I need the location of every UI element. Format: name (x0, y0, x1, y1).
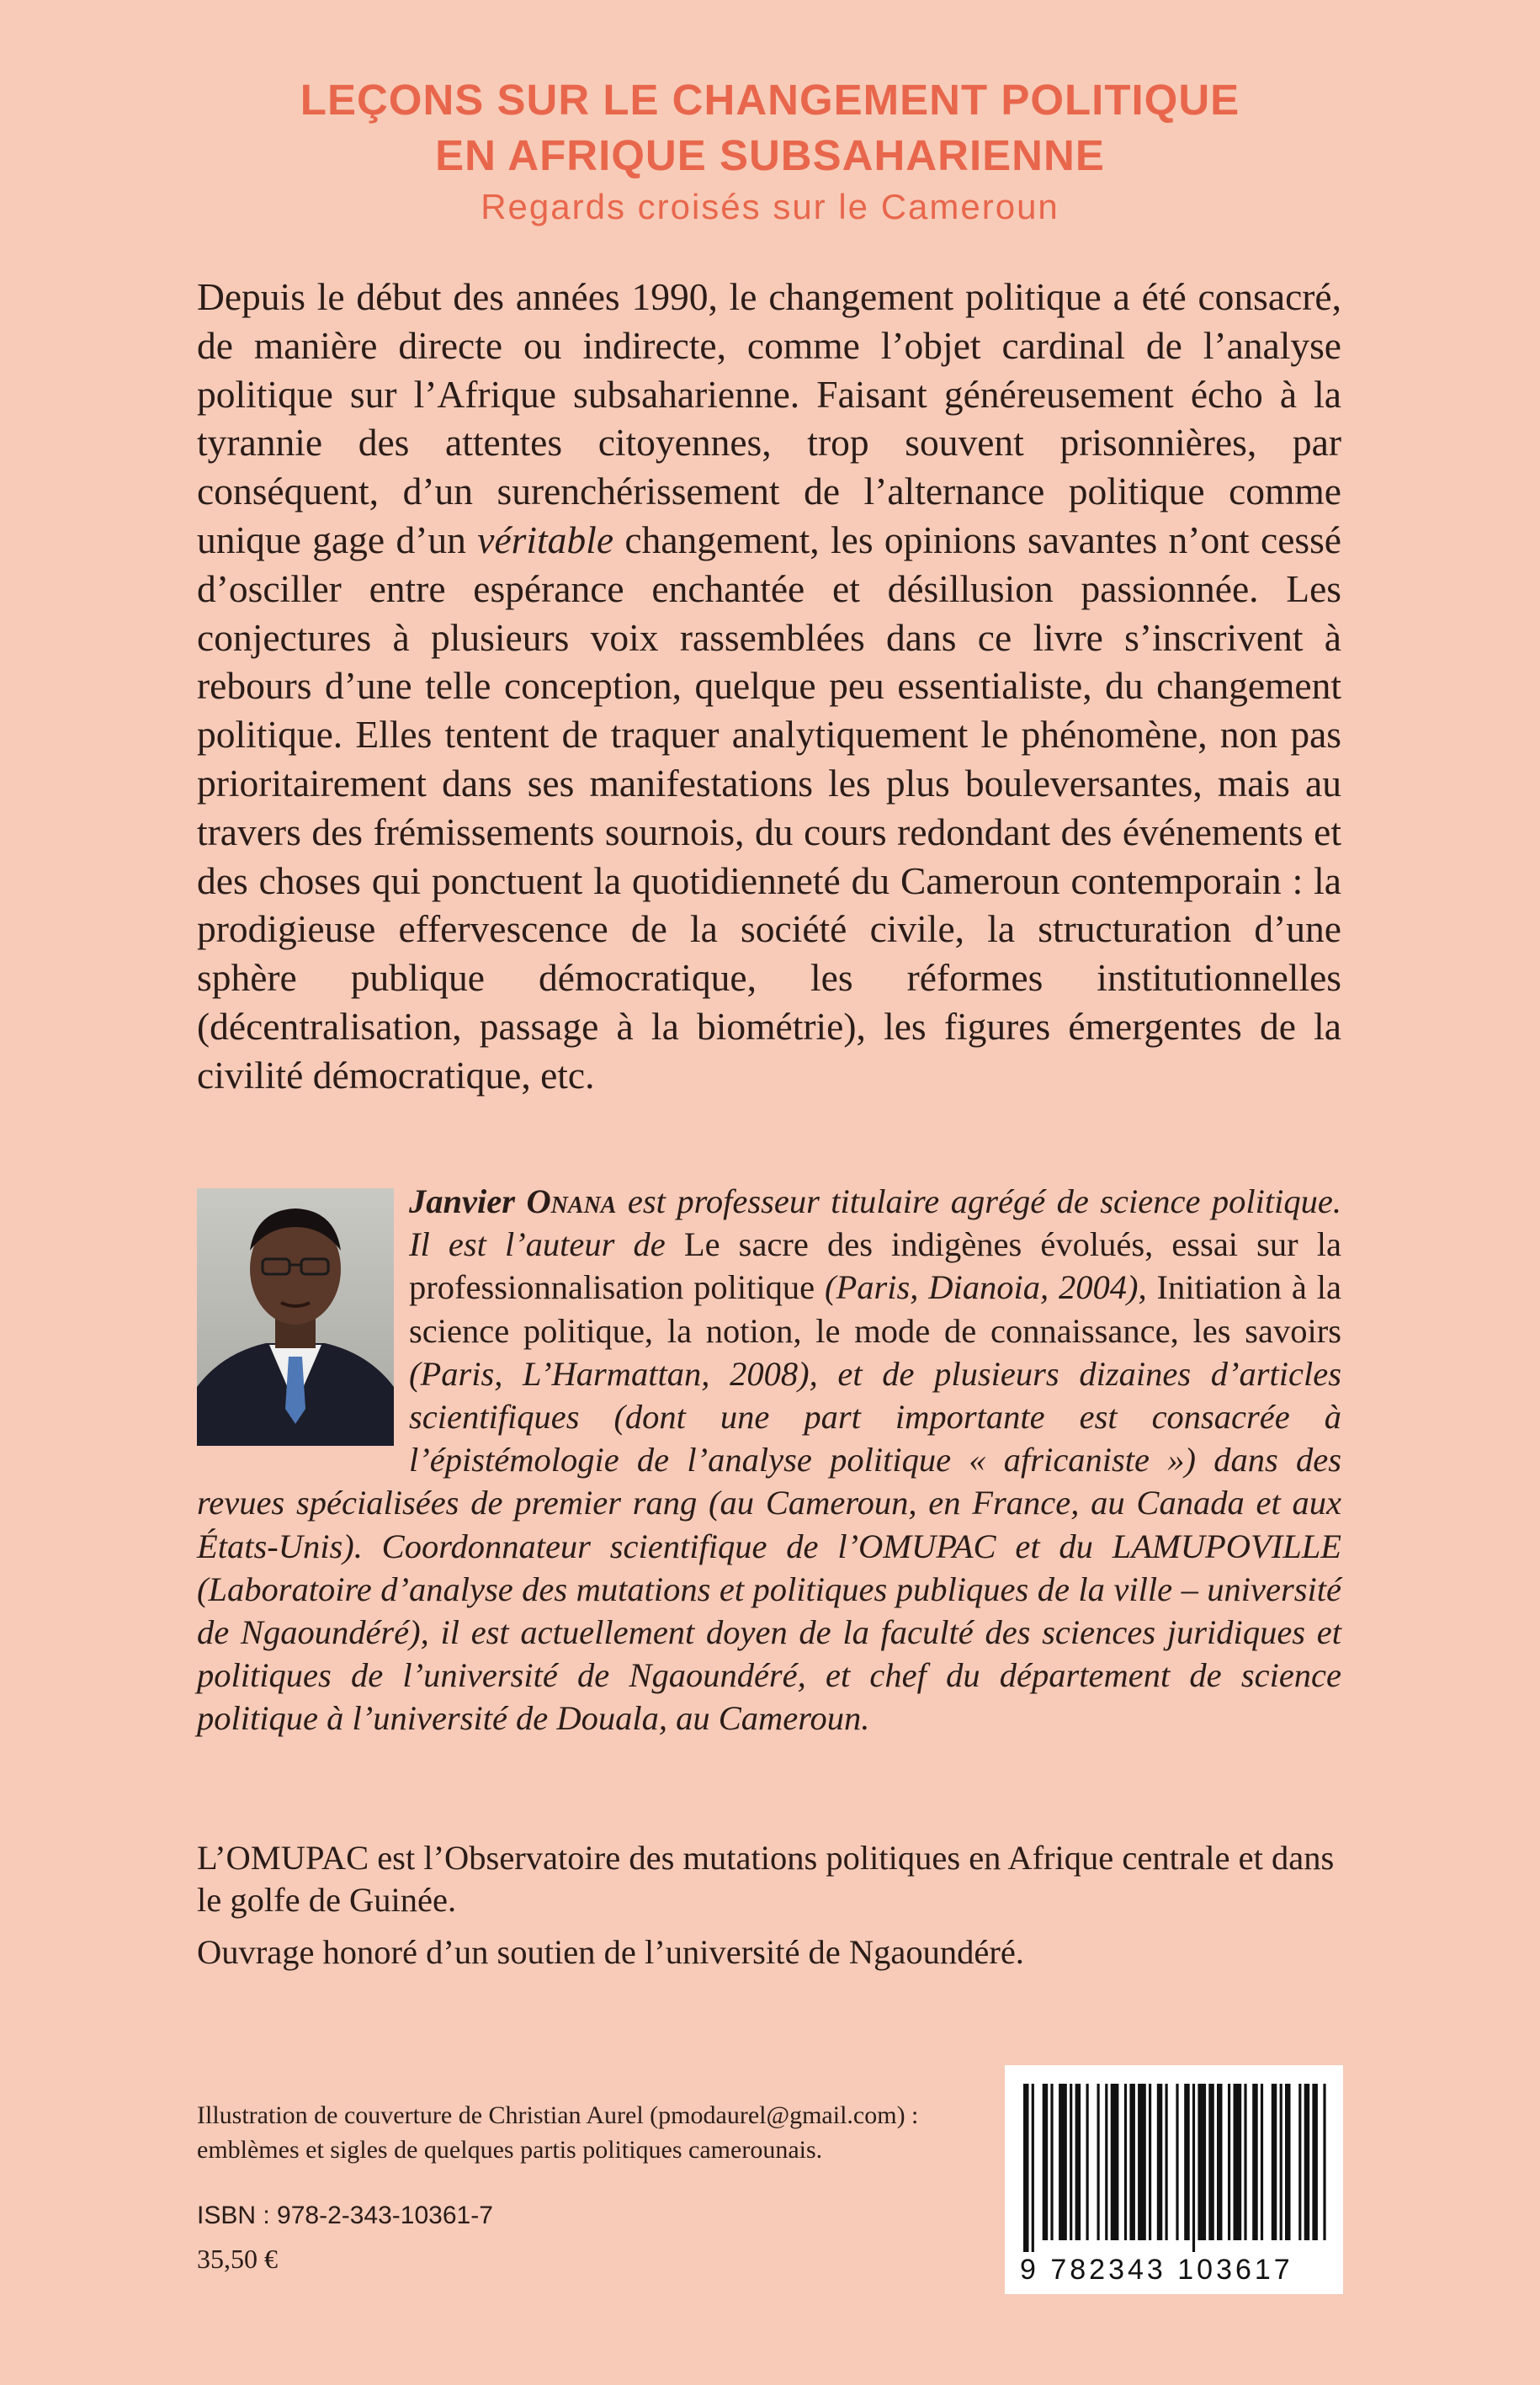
price: 35,50 € (197, 2244, 278, 2274)
photo-spacer (197, 1180, 409, 1447)
barcode-bar (1312, 2084, 1318, 2240)
barcode-bar (1105, 2084, 1107, 2240)
book-title (0, 72, 1540, 183)
isbn: ISBN : 978-2-343-10361-7 (197, 2202, 493, 2229)
barcode-digits: 9 782343 103617 (1020, 2254, 1293, 2286)
barcode-bar (1217, 2084, 1223, 2240)
title-line-2: EN AFRIQUE SUBSAHARIENNE (435, 131, 1105, 179)
author-first-name: Janvier (409, 1182, 515, 1220)
barcode-bar (1244, 2084, 1246, 2240)
bio-text-1: est professeur titulaire agrégé de science politique. Il est l’auteur de (409, 1182, 1341, 1264)
author-last-name: Onana (526, 1182, 617, 1220)
credit-line-1: Illustration de couverture de Christian Aurel (pmodaurel@gmail.com) : (197, 2101, 919, 2129)
book-subtitle: Regards croisés sur le Cameroun (481, 187, 1059, 226)
barcode-bar (1086, 2084, 1089, 2240)
barcode-bar (1149, 2084, 1151, 2240)
barcode-bar (1192, 2084, 1195, 2252)
barcode-bar (1304, 2084, 1310, 2240)
barcode-bar (1157, 2084, 1163, 2240)
barcode-bar (1272, 2084, 1277, 2240)
barcode-bar (1111, 2084, 1119, 2240)
summary-text-2: changement, les opinions savantes n’ont cessé d’osciller entre espérance enchantée et désillusion passionnée. Les conjectures à plusieurs voix rassemblées dans ce livre s’inscrivent à rebours d’une telle conception, quelque peu essentialiste, du changement politique. Elles tentent de traquer analytiquement le phénomène, non pas prioritairement dans ses manifestations les plus bouleversantes, mais au travers des frémissements sournois, du cours redondant des événements et des choses qui ponctuent la quotidienneté du Cameroun contemporain : la prodigieuse effervescence de la société civile, la structuration d’une sphère publique démocratique, les réformes institutionnelles (décentralisation, passage à la biométrie), les figures émergentes de la civilité démocratique, etc. (197, 518, 1341, 1097)
barcode-bar (1323, 2084, 1325, 2240)
barcode-bar (1097, 2084, 1100, 2240)
barcode-bar (1280, 2084, 1282, 2240)
barcode-bar (1059, 2084, 1067, 2240)
barcode-bar (1138, 2084, 1146, 2240)
barcode-bar (1184, 2084, 1190, 2240)
barcode-bar (1070, 2084, 1072, 2240)
barcode-bar (1228, 2084, 1230, 2240)
barcode-bar (1129, 2084, 1135, 2240)
book-title-2: Initiation à la science politique, la notion, le mode de connaissance, les savoirs (409, 1268, 1341, 1350)
barcode-bar (1075, 2084, 1081, 2240)
bio-text-2: (Paris, Dianoia, 2004), (815, 1268, 1157, 1307)
author-bio (197, 1180, 1341, 1740)
bio-text-3: (Paris, L’Harmattan, 2008), et de plusieurs dizaines d’articles scientifiques (dont une part importante est consacrée à l’épistémologie de l’analyse politique « africaniste ») dans des revues spécialisées de premier rang (au Cameroun, en France, au Canada et aux États-Unis). Coordonnateur scientifique de l’OMUPAC et du LAMUPOVILLE (Laboratoire d’analyse des mutations et politiques publiques de la ville – université de Ngaoundéré), il est actuellement doyen de la faculté des sciences juridiques et politiques de l’université de Ngaoundéré, et chef du département de science politique à l’université de Douala, au Cameroun. (197, 1354, 1341, 1738)
title-line-1: LEÇONS SUR LE CHANGEMENT POLITIQUE (300, 76, 1240, 124)
book-title-1: Le sacre des indigènes évolués, essai sur la professionnalisation politique (409, 1225, 1341, 1307)
cover-credit (197, 2098, 1038, 2167)
barcode-bar (1166, 2084, 1168, 2240)
barcode-bar (1298, 2084, 1301, 2240)
barcode-bar (1050, 2084, 1053, 2240)
barcode-bar (1208, 2084, 1214, 2240)
barcode-bar (1234, 2084, 1242, 2240)
barcode-bar (1197, 2084, 1206, 2240)
barcode-bar (1261, 2084, 1263, 2240)
barcode-bar (1285, 2084, 1291, 2240)
credit-line-2: emblèmes et sigles de quelques partis politiques camerounais. (197, 2136, 823, 2164)
barcode-bar (1032, 2084, 1034, 2252)
barcode-bar (1043, 2084, 1049, 2240)
barcode-bar (1023, 2084, 1029, 2252)
barcode-bar (1176, 2084, 1178, 2240)
barcode-bar (1252, 2084, 1258, 2240)
omupac-note: L’OMUPAC est l’Observatoire des mutations politiques en Afrique centrale et dans le golfe de Guinée. (197, 1839, 1335, 1919)
summary-emphasis: véritable (477, 518, 614, 561)
summary-text-1: Depuis le début des années 1990, le changement politique a été consacré, de manière directe ou indirecte, comme l’objet cardinal de l’analyse politique sur l’Afrique subsaharienne. Faisant généreusement écho à la tyrannie des attentes citoyennes, trop souvent prisonnières, par conséquent, d’un surenchérissement de l’alternance politique comme unique gage d’un (197, 275, 1341, 561)
summary-paragraph (197, 273, 1341, 1100)
barcode-bar (1124, 2084, 1127, 2240)
support-note: Ouvrage honoré d’un soutien de l’université de Ngaoundéré. (197, 1933, 1024, 1971)
